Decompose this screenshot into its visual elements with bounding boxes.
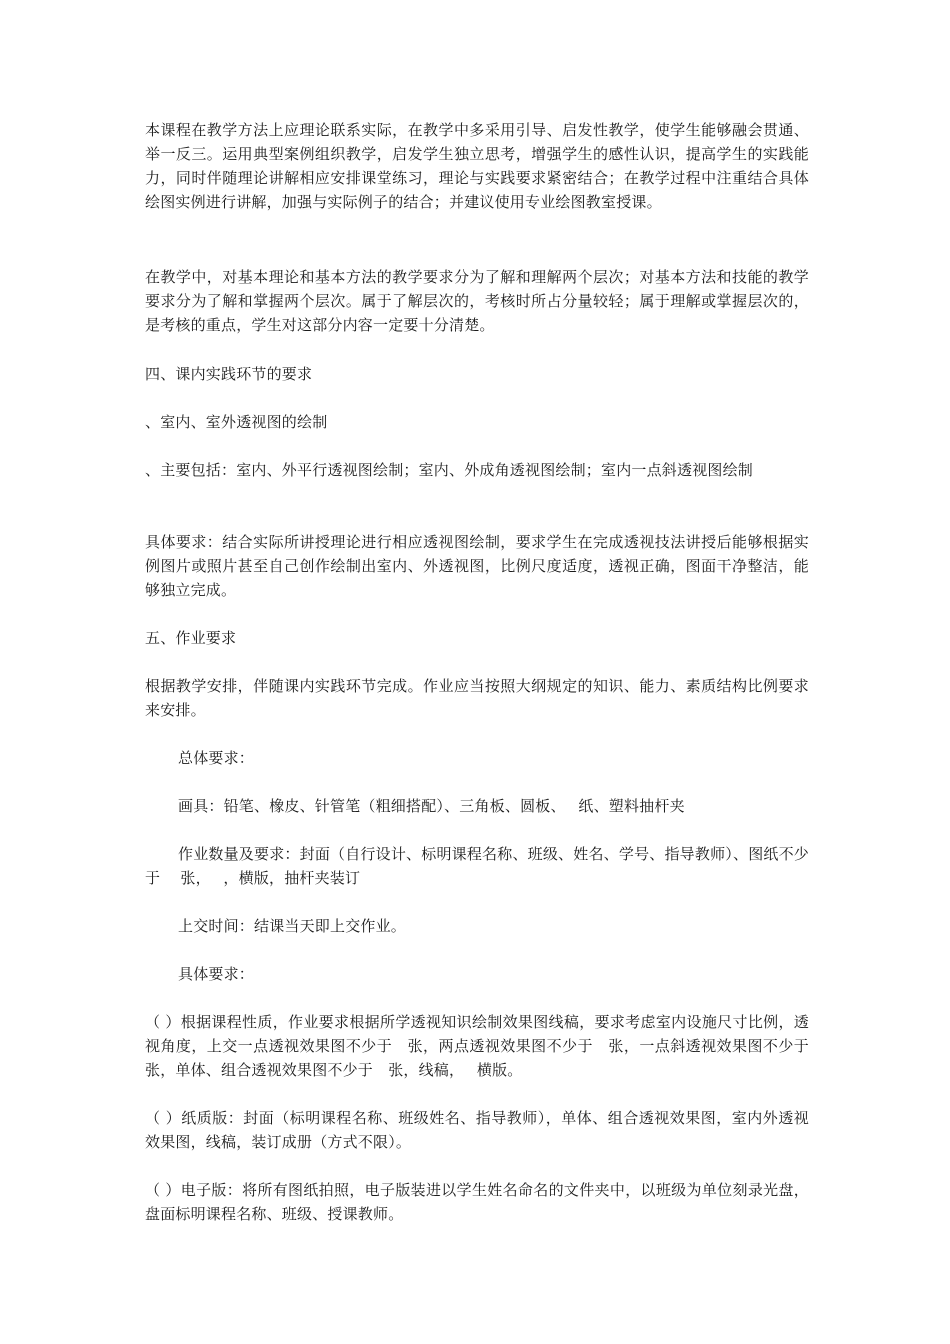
paragraph-assignment-arrangement: 根据教学安排，伴随课内实践环节完成。作业应当按照大纲规定的知识、能力、素质结构比例要求来安排。 <box>145 677 809 719</box>
paragraph-overall-requirements: 总体要求： <box>178 749 255 767</box>
paragraph-perspective-drawing: 、室内、室外透视图的绘制 <box>145 413 328 431</box>
section-heading-practice: 四、课内实践环节的要求 <box>145 365 313 383</box>
paragraph-specific-requirements: 具体要求：结合实际所讲授理论进行相应透视图绘制，要求学生在完成透视技法讲授后能够根据实例图片或照片甚至自己创作绘制出室内、外透视图，比例尺度适度，透视正确，图面干净整洁，能够独立完成。 <box>145 533 809 599</box>
paragraph-teaching-levels: 在教学中，对基本理论和基本方法的教学要求分为了解和理解两个层次；对基本方法和技能的教学要求分为了解和掌握两个层次。属于了解层次的，考核时所占分量较轻；属于理解或掌握层次的，是考核的重点，学生对这部分内容一定要十分清楚。 <box>145 268 809 334</box>
paragraph-drawing-tools: 画具：铅笔、橡皮、针管笔（粗细搭配）、三角板、圆板、 纸、塑料抽杆夹 <box>178 797 685 815</box>
paragraph-main-contents: 、主要包括：室内、外平行透视图绘制；室内、外成角透视图绘制；室内一点斜透视图绘制 <box>145 461 754 479</box>
paragraph-teaching-methods: 本课程在教学方法上应理论联系实际，在教学中多采用引导、启发性教学，使学生能够融会贯通、举一反三。运用典型案例组织教学，启发学生独立思考，增强学生的感性认识，提高学生的实践能力，同时伴随理论讲解相应安排课堂练习，理论与实践要求紧密结合；在教学过程中注重结合具体绘图实例进行讲解，加强与实际例子的结合；并建议使用专业绘图教室授课。 <box>145 121 809 211</box>
paragraph-detailed-requirements: 具体要求： <box>178 965 255 983</box>
section-heading-assignments: 五、作业要求 <box>145 629 237 647</box>
list-item-paper-version: （ ）纸质版：封面（标明课程名称、班级姓名、指导教师），单体、组合透视效果图，室内外透视效果图，线稿，装订成册（方式不限）。 <box>145 1109 809 1151</box>
list-item-course-nature: （ ）根据课程性质，作业要求根据所学透视知识绘制效果图线稿，要求考虑室内设施尺寸比例，透视角度，上交一点透视效果图不少于 张，两点透视效果图不少于 张，一点斜透视效果图不少于 张，单体、组合透视效果图不少于 张，线稿， 横版。 <box>145 1013 825 1079</box>
list-item-electronic-version: （ ）电子版：将所有图纸拍照，电子版装进以学生姓名命名的文件夹中，以班级为单位刻录光盘，盘面标明课程名称、班级、授课教师。 <box>145 1181 809 1223</box>
paragraph-submission-time: 上交时间：结课当天即上交作业。 <box>178 917 407 935</box>
paragraph-assignment-quantity: 作业数量及要求：封面（自行设计、标明课程名称、班级、姓名、学号、指导教师）、图纸不少于 张， ，横版，抽杆夹装订 <box>145 845 809 887</box>
